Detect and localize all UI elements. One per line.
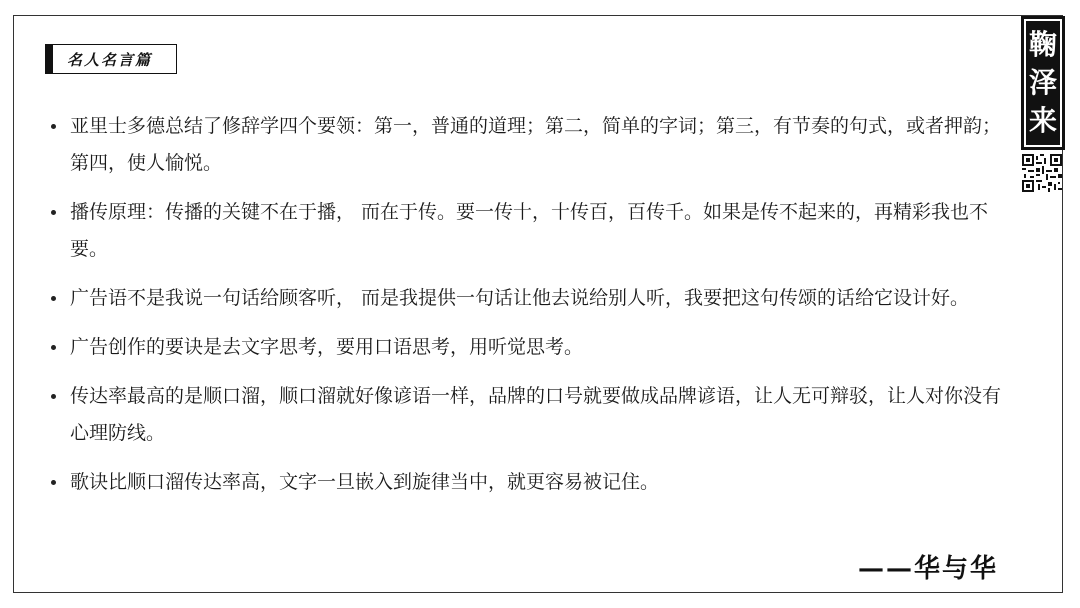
quote-text: 传达率最高的是顺口溜，顺口溜就好像谚语一样，品牌的口号就要做成品牌谚语，让人无可辩驳，让人对你没有心理防线。 xyxy=(70,385,1002,444)
name-seal xyxy=(1021,16,1065,150)
list-item xyxy=(48,108,1008,182)
quote-text: 歌诀比顺口溜传达率高，文字一旦嵌入到旋律当中，就更容易被记住。 xyxy=(70,471,660,493)
quote-text: 广告创作的要诀是去文字思考，要用口语思考，用听觉思考。 xyxy=(70,336,584,358)
author-signature: ——华与华 xyxy=(858,554,999,584)
section-title: 名人名言篇 xyxy=(67,50,153,69)
seal-char-2: 泽 xyxy=(1028,66,1057,99)
bullet-icon xyxy=(51,480,56,485)
quote-text: 亚里士多德总结了修辞学四个要领：第一，普通的道理；第二，简单的字词；第三，有节奏的句式，或者押韵；第四，使人愉悦。 xyxy=(70,115,1002,174)
bullet-icon xyxy=(51,124,56,129)
qr-code-icon[interactable] xyxy=(1022,154,1062,192)
section-tag xyxy=(45,44,177,74)
quote-text: 广告语不是我说一句话给顾客听， 而是我提供一句话让他去说给别人听，我要把这句传颂的话给它设计好。 xyxy=(70,287,970,309)
bullet-icon xyxy=(51,296,56,301)
quote-text: 播传原理：传播的关键不在于播， 而在于传。要一传十，十传百，百传千。如果是传不起来的，再精彩我也不要。 xyxy=(70,201,989,260)
list-item xyxy=(48,194,1008,268)
bullet-icon xyxy=(51,345,56,350)
list-item xyxy=(48,329,1008,366)
seal-char-3: 来 xyxy=(1028,104,1057,137)
section-tag-bar xyxy=(46,45,53,73)
list-item xyxy=(48,378,1008,452)
bullet-icon xyxy=(51,210,56,215)
quote-list xyxy=(48,108,1008,513)
list-item xyxy=(48,464,1008,501)
list-item xyxy=(48,280,1008,317)
seal-char-1: 鞠 xyxy=(1028,28,1057,61)
bullet-icon xyxy=(51,394,56,399)
